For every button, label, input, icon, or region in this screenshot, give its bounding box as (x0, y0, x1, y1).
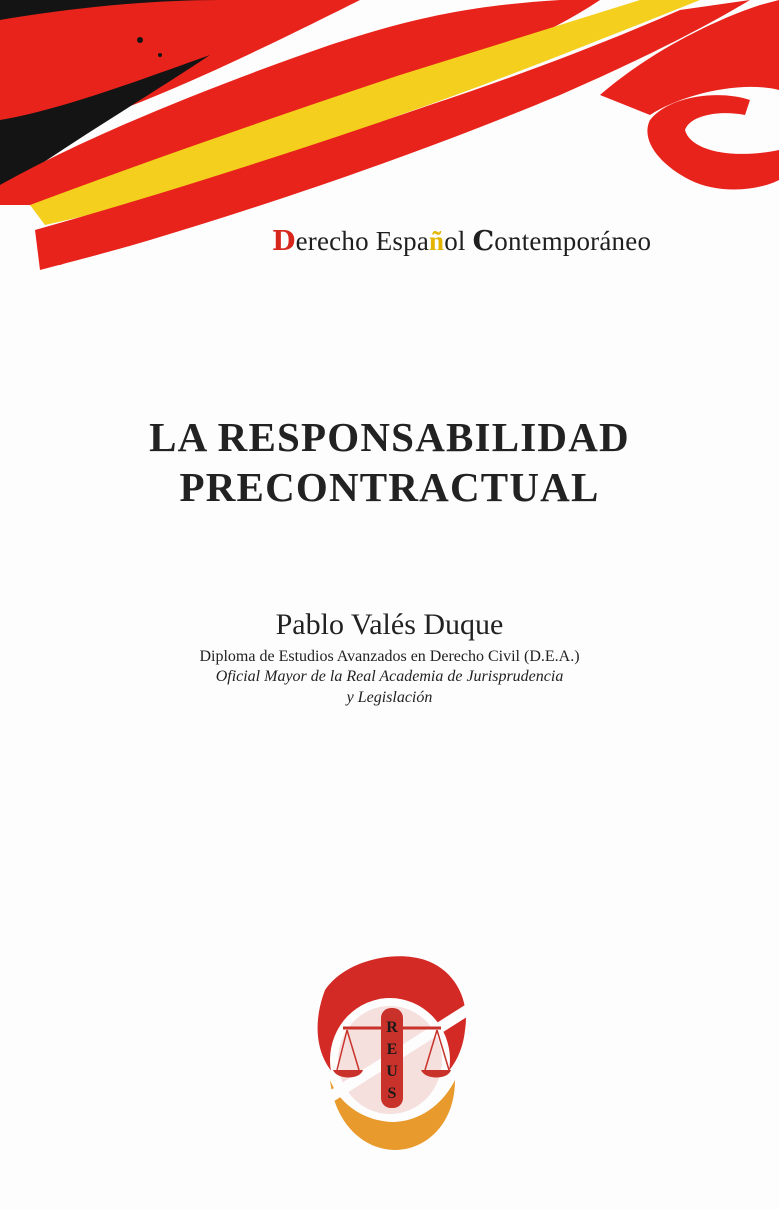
series-title (272, 226, 752, 257)
logo-letter: U (386, 1063, 398, 1080)
series-text-1: erecho Espa (295, 226, 430, 256)
reus-publisher-logo (305, 950, 477, 1160)
series-text-3: ontemporáneo (494, 226, 652, 256)
series-initial-d: D (272, 226, 296, 257)
author-credential-3: y Legislación (346, 689, 433, 706)
series-letter-enye: ñ (429, 226, 445, 256)
book-title (0, 412, 779, 512)
series-text-2: ol (444, 226, 473, 256)
logo-letter: S (387, 1085, 397, 1102)
book-title-line-2: PRECONTRACTUAL (179, 464, 600, 510)
author-name: Pablo Valés Duque (275, 608, 504, 641)
logo-letter: R (386, 1019, 398, 1036)
author-credential-2: Oficial Mayor de la Real Academia de Jurisprudencia (215, 668, 564, 685)
logo-letter: E (386, 1041, 398, 1058)
book-title-line-1: LA RESPONSABILIDAD (149, 414, 630, 460)
author-credential-1: Diploma de Estudios Avanzados en Derecho Civil (D.E.A.) (199, 648, 580, 665)
series-initial-c: C (472, 226, 495, 257)
